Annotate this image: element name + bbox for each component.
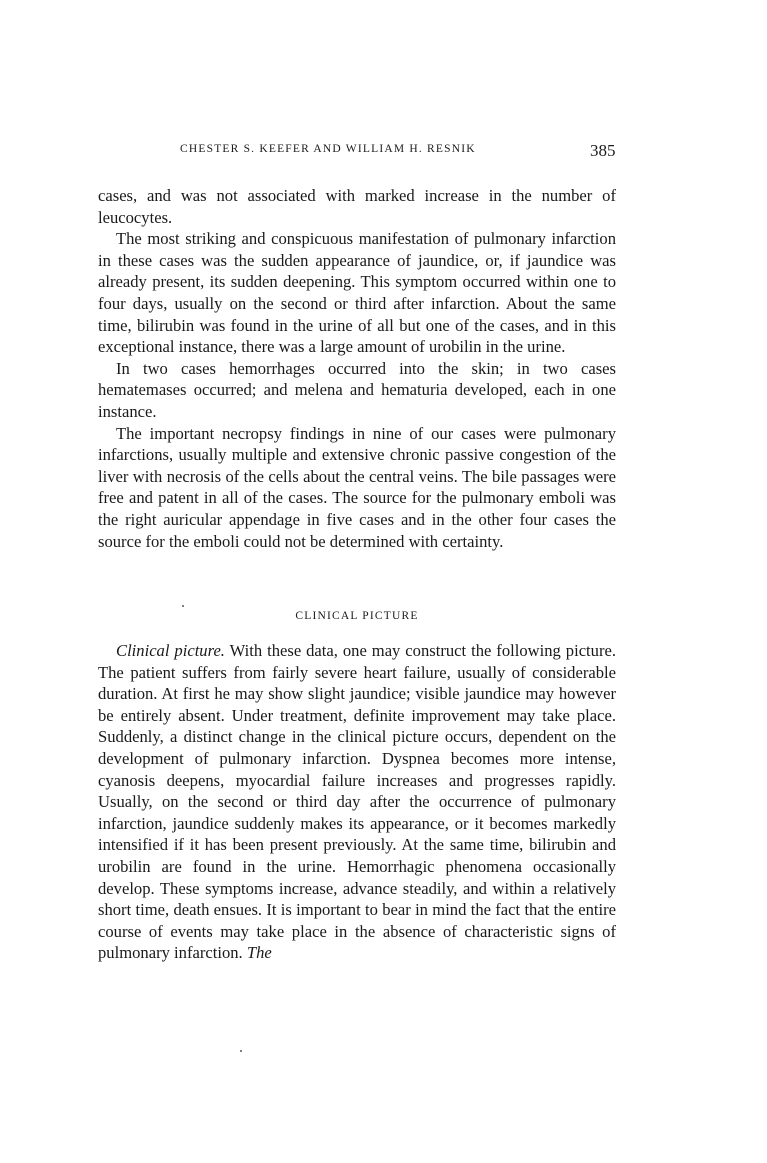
speck-mark [240,1050,242,1052]
paragraph-trailing: The [246,943,272,963]
paragraph: In two cases hemorrhages occurred into the skin; in two cases hematemases occurred; and melena and hematuria developed, each in one instance. [98,358,616,421]
speck-mark [182,605,184,607]
page-number: 385 [590,141,616,160]
paragraph-body: With these data, one may construct the following picture. The patient suffers from fairly severe heart failure, usually of considerable duration. At first he may show slight jaundice; visible jaundice may however be entirely absent. Under treatment, definite improvement may take place. Suddenly, a distinct change in the clinical picture occurs, dependent on the development of pulmonary infarction. Dyspnea becomes more intense, cyanosis deepens, myocardial failure increases and progresses rapidly. Usually, on the second or third day after the occurrence of pulmonary infarction, jaundice suddenly makes its appearance, or it becomes markedly intensified if it has been present previously. At the same time, bilirubin and urobilin are found in the urine. Hemorrhagic phenomena occasionally develop. These symptoms increase, advance steadily, and within a relatively short time, death ensues. It is important to bear in mind the fact that the entire course of events may take place in the absence of characteristic signs of pulmonary infarction. [98,641,616,963]
paragraph: cases, and was not associated with marked increase in the number of leucocytes. [98,186,616,227]
body-text [98,185,616,552]
section-heading: CLINICAL PICTURE [295,610,419,622]
clinical-picture-text [98,640,616,964]
paragraph-lead: Clinical picture. [116,641,225,660]
paragraph: The most striking and conspicuous manifestation of pulmonary infarction in these cases was the sudden appearance of jaundice, or, if jaundice was already present, its sudden deepening. This symptom occurred within one to four days, usually on the second or third after infarction. About the same time, bilirubin was found in the urine of all but one of the cases, and in this exceptional instance, there was a large amount of urobilin in the urine. [98,229,616,357]
paragraph: The important necropsy findings in nine of our cases were pulmonary infarctions, usually multiple and extensive chronic passive congestion of the liver with necrosis of the cells about the central veins. The bile passages were free and patent in all of the cases. The source for the pulmonary emboli was the right auricular appendage in five cases and in the other four cases the source for the emboli could not be determined with certainty. [98,423,616,551]
running-head: CHESTER S. KEEFER AND WILLIAM H. RESNIK [180,143,476,155]
paragraph [98,640,616,964]
